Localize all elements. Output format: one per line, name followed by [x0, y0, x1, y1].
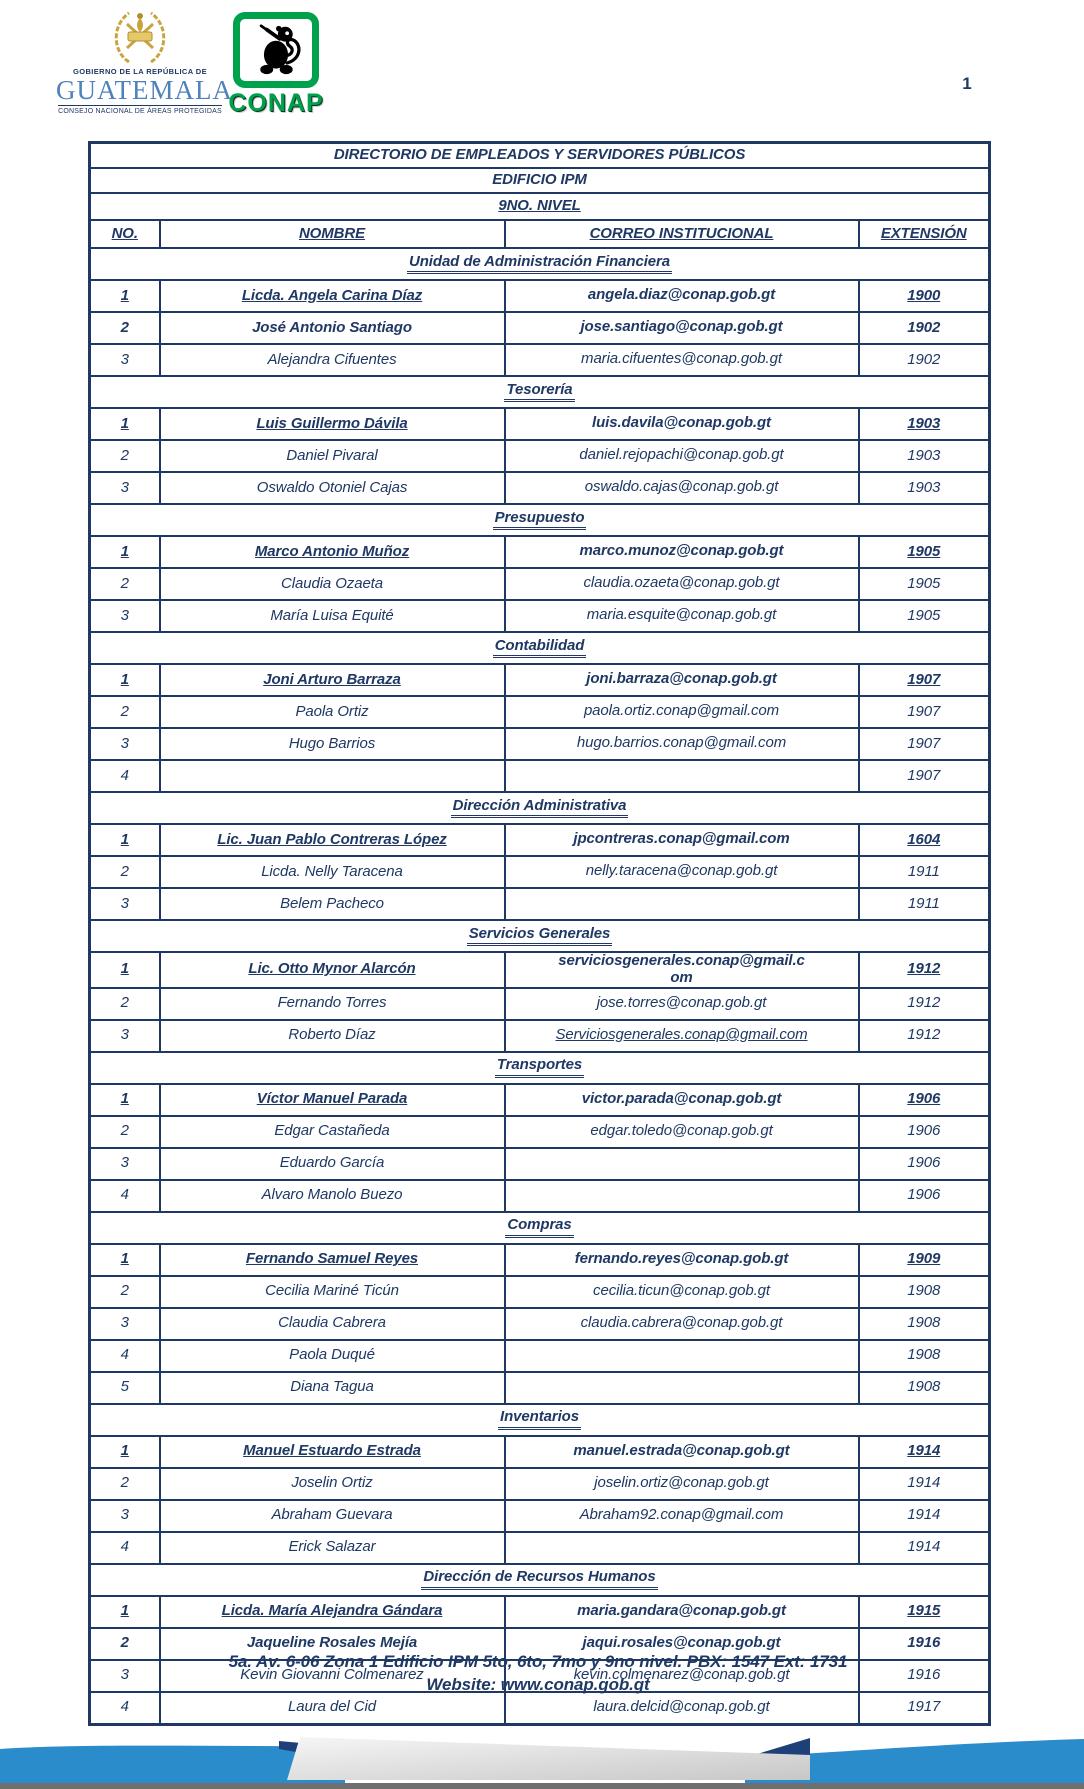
guatemala-logo-rule	[58, 105, 222, 106]
section-title: Presupuesto	[90, 504, 990, 536]
cell-ext: 1914	[859, 1500, 990, 1532]
table-row	[90, 1116, 990, 1148]
cell-ext: 1903	[859, 440, 990, 472]
footer-decoration	[0, 1731, 1084, 1789]
cell-no: 2	[90, 1468, 160, 1500]
footer	[88, 1652, 988, 1695]
cell-no: 4	[90, 1340, 160, 1372]
table-row	[90, 1020, 990, 1052]
cell-name: Lic. Juan Pablo Contreras López	[160, 824, 505, 856]
cell-name: Alvaro Manolo Buezo	[160, 1180, 505, 1212]
table-row	[90, 1180, 990, 1212]
section-header-row	[90, 920, 990, 952]
table-subtitle-row	[90, 168, 990, 193]
cell-no: 2	[90, 568, 160, 600]
cell-email: jose.torres@conap.gob.gt	[505, 988, 859, 1020]
cell-ext: 1908	[859, 1340, 990, 1372]
section-header-row	[90, 1052, 990, 1084]
table-row	[90, 1532, 990, 1564]
cell-ext: 1911	[859, 856, 990, 888]
cell-ext: 1912	[859, 1020, 990, 1052]
cell-no: 1	[90, 536, 160, 568]
cell-email[interactable]: fernando.reyes@conap.gob.gt	[505, 1244, 859, 1276]
cell-email	[505, 1340, 859, 1372]
cell-no: 2	[90, 1116, 160, 1148]
cell-ext: 1907	[859, 760, 990, 792]
table-row	[90, 696, 990, 728]
cell-no: 4	[90, 1532, 160, 1564]
cell-email	[505, 888, 859, 920]
cell-name: Belem Pacheco	[160, 888, 505, 920]
cell-ext: 1916	[859, 1660, 990, 1692]
table-row	[90, 1148, 990, 1180]
cell-email: paola.ortiz.conap@gmail.com	[505, 696, 859, 728]
table-row	[90, 1436, 990, 1468]
cell-ext: 1908	[859, 1276, 990, 1308]
cell-ext: 1912	[859, 988, 990, 1020]
table-level: 9NO. NIVEL	[90, 193, 990, 220]
cell-name: Luis Guillermo Dávila	[160, 408, 505, 440]
cell-ext: 1917	[859, 1692, 990, 1725]
cell-email[interactable]: marco.munoz@conap.gob.gt	[505, 536, 859, 568]
section-title: Transportes	[90, 1052, 990, 1084]
section-header-row	[90, 376, 990, 408]
cell-name: Edgar Castañeda	[160, 1116, 505, 1148]
cell-email: joselin.ortiz@conap.gob.gt	[505, 1468, 859, 1500]
table-row	[90, 1084, 990, 1116]
section-header-row	[90, 248, 990, 280]
column-header-no: NO.	[90, 220, 160, 248]
cell-no: 1	[90, 280, 160, 312]
cell-name: Jaqueline Rosales Mejía	[160, 1628, 505, 1660]
section-header-row	[90, 1564, 990, 1596]
cell-name: Roberto Díaz	[160, 1020, 505, 1052]
cell-ext: 1907	[859, 728, 990, 760]
cell-ext: 1906	[859, 1116, 990, 1148]
cell-email	[505, 1372, 859, 1404]
cell-ext: 1907	[859, 664, 990, 696]
cell-email	[505, 1532, 859, 1564]
cell-ext: 1908	[859, 1372, 990, 1404]
cell-name: Laura del Cid	[160, 1692, 505, 1725]
cell-email: nelly.taracena@conap.gob.gt	[505, 856, 859, 888]
cell-name: Manuel Estuardo Estrada	[160, 1436, 505, 1468]
column-header-nombre: NOMBRE	[160, 220, 505, 248]
cell-ext: 1916	[859, 1628, 990, 1660]
cell-email: kevin.colmenarez@conap.gob.gt	[505, 1660, 859, 1692]
cell-ext: 1604	[859, 824, 990, 856]
table-row	[90, 1468, 990, 1500]
cell-name: Joni Arturo Barraza	[160, 664, 505, 696]
table-row	[90, 600, 990, 632]
guatemala-logo-name: GUATEMALA	[56, 75, 233, 105]
cell-name: Licda. María Alejandra Gándara	[160, 1596, 505, 1628]
column-header-row	[90, 220, 990, 248]
cell-ext: 1907	[859, 696, 990, 728]
directory-table-body	[90, 143, 990, 1725]
cell-name: Hugo Barrios	[160, 728, 505, 760]
cell-ext: 1906	[859, 1148, 990, 1180]
section-header-row	[90, 1404, 990, 1436]
cell-ext: 1911	[859, 888, 990, 920]
cell-no: 2	[90, 988, 160, 1020]
cell-ext: 1902	[859, 344, 990, 376]
cell-no: 2	[90, 440, 160, 472]
cell-ext: 1912	[859, 952, 990, 988]
cell-name: Erick Salazar	[160, 1532, 505, 1564]
cell-name: Claudia Ozaeta	[160, 568, 505, 600]
table-row	[90, 408, 990, 440]
cell-name: Paola Ortiz	[160, 696, 505, 728]
column-header-correo: CORREO INSTITUCIONAL	[505, 220, 859, 248]
cell-name: Marco Antonio Muñoz	[160, 536, 505, 568]
cell-no: 4	[90, 1692, 160, 1725]
table-row	[90, 988, 990, 1020]
footer-website-label: Website:	[426, 1675, 497, 1694]
cell-no: 3	[90, 1308, 160, 1340]
cell-no: 3	[90, 1500, 160, 1532]
cell-no: 1	[90, 1244, 160, 1276]
cell-no: 2	[90, 856, 160, 888]
cell-no: 1	[90, 952, 160, 988]
conap-wordmark: CONAP	[228, 89, 324, 117]
cell-email: claudia.cabrera@conap.gob.gt	[505, 1308, 859, 1340]
cell-ext: 1903	[859, 472, 990, 504]
cell-name: María Luisa Equité	[160, 600, 505, 632]
cell-ext: 1900	[859, 280, 990, 312]
cell-email[interactable]: luis.davila@conap.gob.gt	[505, 408, 859, 440]
cell-name: Licda. Angela Carina Díaz	[160, 280, 505, 312]
table-row	[90, 856, 990, 888]
cell-name: Daniel Pivaral	[160, 440, 505, 472]
cell-no: 5	[90, 1372, 160, 1404]
cell-email[interactable]: maria.gandara@conap.gob.gt	[505, 1596, 859, 1628]
footer-address: 5a. Av. 6-06 Zona 1 Edificio IPM 5to, 6to, 7mo y 9no nivel. PBX: 1547 Ext: 1731	[228, 1652, 848, 1671]
section-title: Compras	[90, 1212, 990, 1244]
table-subtitle: EDIFICIO IPM	[90, 168, 990, 193]
cell-email: edgar.toledo@conap.gob.gt	[505, 1116, 859, 1148]
table-row	[90, 1340, 990, 1372]
guatemala-logo-line1: GOBIERNO DE LA REPÚBLICA DE	[72, 67, 207, 76]
cell-email: maria.cifuentes@conap.gob.gt	[505, 344, 859, 376]
cell-email	[505, 760, 859, 792]
section-title: Servicios Generales	[90, 920, 990, 952]
footer-website-link[interactable]: www.conap.gob.gt	[500, 1675, 650, 1694]
directory-table	[88, 141, 991, 1726]
cell-no: 4	[90, 1180, 160, 1212]
cell-no: 3	[90, 1148, 160, 1180]
cell-ext: 1903	[859, 408, 990, 440]
footer-website-line	[88, 1675, 988, 1695]
table-title: DIRECTORIO DE EMPLEADOS Y SERVIDORES PÚBLICOS	[90, 143, 990, 169]
cell-name: Víctor Manuel Parada	[160, 1084, 505, 1116]
cell-email[interactable]: jpcontreras.conap@gmail.com	[505, 824, 859, 856]
cell-email[interactable]: Serviciosgenerales.conap@gmail.com	[505, 1020, 859, 1052]
cell-name: Paola Duqué	[160, 1340, 505, 1372]
cell-no: 1	[90, 664, 160, 696]
bottom-strip	[0, 1783, 1084, 1789]
section-header-row	[90, 792, 990, 824]
conap-monkey-icon	[247, 24, 305, 76]
table-level-row	[90, 193, 990, 220]
table-row	[90, 312, 990, 344]
table-row	[90, 536, 990, 568]
cell-ext: 1905	[859, 536, 990, 568]
cell-email	[505, 1180, 859, 1212]
cell-email: daniel.rejopachi@conap.gob.gt	[505, 440, 859, 472]
cell-name: Kevin Giovanni Colmenarez	[160, 1660, 505, 1692]
conap-logo	[224, 12, 328, 118]
section-title: Dirección Administrativa	[90, 792, 990, 824]
cell-email	[505, 1148, 859, 1180]
cell-no: 1	[90, 1436, 160, 1468]
cell-email: jose.santiago@conap.gob.gt	[505, 312, 859, 344]
table-row	[90, 568, 990, 600]
table-title-row	[90, 143, 990, 169]
cell-ext: 1906	[859, 1180, 990, 1212]
cell-no: 3	[90, 472, 160, 504]
cell-name: Fernando Torres	[160, 988, 505, 1020]
cell-name: Joselin Ortiz	[160, 1468, 505, 1500]
cell-ext: 1902	[859, 312, 990, 344]
conap-badge	[233, 12, 319, 88]
cell-name: Diana Tagua	[160, 1372, 505, 1404]
section-title: Contabilidad	[90, 632, 990, 664]
cell-name: Licda. Nelly Taracena	[160, 856, 505, 888]
cell-no: 3	[90, 1020, 160, 1052]
cell-ext: 1905	[859, 568, 990, 600]
cell-ext: 1909	[859, 1244, 990, 1276]
table-row	[90, 888, 990, 920]
cell-ext: 1915	[859, 1596, 990, 1628]
cell-no: 2	[90, 1628, 160, 1660]
cell-ext: 1908	[859, 1308, 990, 1340]
table-row	[90, 472, 990, 504]
table-row	[90, 952, 990, 988]
cell-name: Fernando Samuel Reyes	[160, 1244, 505, 1276]
table-row	[90, 824, 990, 856]
table-row	[90, 1276, 990, 1308]
cell-no: 2	[90, 696, 160, 728]
table-row	[90, 664, 990, 696]
cell-name: Lic. Otto Mynor Alarcón	[160, 952, 505, 988]
cell-email: claudia.ozaeta@conap.gob.gt	[505, 568, 859, 600]
cell-email: laura.delcid@conap.gob.gt	[505, 1692, 859, 1725]
cell-name: José Antonio Santiago	[160, 312, 505, 344]
section-title: Unidad de Administración Financiera	[90, 248, 990, 280]
table-row	[90, 1372, 990, 1404]
cell-no: 1	[90, 1596, 160, 1628]
cell-email: maria.esquite@conap.gob.gt	[505, 600, 859, 632]
section-header-row	[90, 632, 990, 664]
cell-email: cecilia.ticun@conap.gob.gt	[505, 1276, 859, 1308]
cell-no: 3	[90, 1660, 160, 1692]
table-row	[90, 280, 990, 312]
cell-email[interactable]: joni.barraza@conap.gob.gt	[505, 664, 859, 696]
cell-no: 2	[90, 312, 160, 344]
cell-email[interactable]: angela.diaz@conap.gob.gt	[505, 280, 859, 312]
cell-email: jaqui.rosales@conap.gob.gt	[505, 1628, 859, 1660]
guatemala-logo-line3: CONSEJO NACIONAL DE ÁREAS PROTEGIDAS	[58, 108, 222, 115]
cell-name: Cecilia Mariné Ticún	[160, 1276, 505, 1308]
cell-no: 4	[90, 760, 160, 792]
cell-ext: 1914	[859, 1436, 990, 1468]
table-row	[90, 1244, 990, 1276]
cell-name: Abraham Guevara	[160, 1500, 505, 1532]
table-row	[90, 1308, 990, 1340]
cell-ext: 1905	[859, 600, 990, 632]
section-header-row	[90, 1212, 990, 1244]
table-row	[90, 728, 990, 760]
cell-no: 3	[90, 344, 160, 376]
cell-email[interactable]: victor.parada@conap.gob.gt	[505, 1084, 859, 1116]
cell-email[interactable]: manuel.estrada@conap.gob.gt	[505, 1436, 859, 1468]
cell-no: 3	[90, 728, 160, 760]
cell-email: Abraham92.conap@gmail.com	[505, 1500, 859, 1532]
cell-ext: 1914	[859, 1532, 990, 1564]
cell-no: 2	[90, 1276, 160, 1308]
cell-name: Eduardo García	[160, 1148, 505, 1180]
page-number: 1	[962, 74, 972, 93]
column-header-extension: EXTENSIÓN	[859, 220, 990, 248]
cell-name: Alejandra Cifuentes	[160, 344, 505, 376]
table-row	[90, 440, 990, 472]
table-row	[90, 1692, 990, 1725]
cell-email: oswaldo.cajas@conap.gob.gt	[505, 472, 859, 504]
cell-email[interactable]: serviciosgenerales.conap@gmail.com	[505, 952, 859, 988]
cell-name: Claudia Cabrera	[160, 1308, 505, 1340]
section-header-row	[90, 504, 990, 536]
cell-no: 1	[90, 1084, 160, 1116]
cell-no: 1	[90, 408, 160, 440]
section-title: Inventarios	[90, 1404, 990, 1436]
cell-name: Oswaldo Otoniel Cajas	[160, 472, 505, 504]
cell-no: 3	[90, 600, 160, 632]
cell-name	[160, 760, 505, 792]
table-row	[90, 344, 990, 376]
cell-no: 1	[90, 824, 160, 856]
cell-email: hugo.barrios.conap@gmail.com	[505, 728, 859, 760]
section-title: Dirección de Recursos Humanos	[90, 1564, 990, 1596]
cell-ext: 1914	[859, 1468, 990, 1500]
section-title: Tesorería	[90, 376, 990, 408]
guatemala-logo	[56, 8, 233, 115]
cell-no: 3	[90, 888, 160, 920]
table-row	[90, 760, 990, 792]
cell-ext: 1906	[859, 1084, 990, 1116]
guatemala-crest-icon	[101, 8, 179, 66]
table-row	[90, 1596, 990, 1628]
table-row	[90, 1500, 990, 1532]
